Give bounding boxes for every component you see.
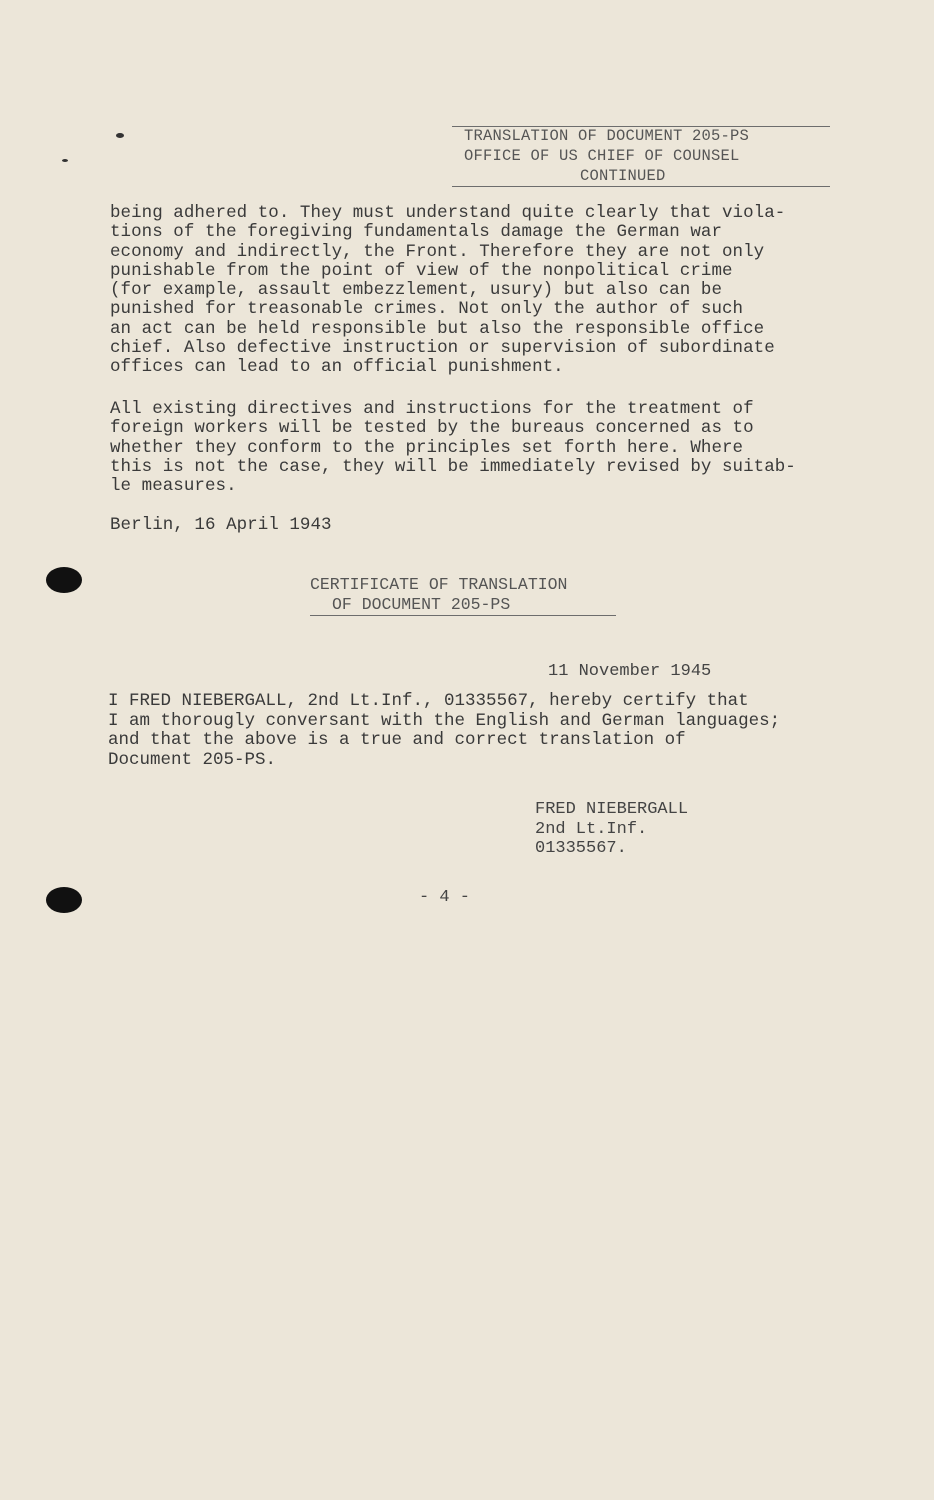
paragraph-line: punished for treasonable crimes. Not only the author of such (110, 299, 744, 320)
page-number: - 4 - (419, 888, 471, 907)
dateline-text: Berlin, 16 April 1943 (110, 515, 332, 535)
certificate-body (108, 692, 780, 770)
signature-block (535, 800, 688, 859)
certificate-line: I FRED NIEBERGALL, 2nd Lt.Inf., 01335567, hereby certify that (108, 691, 749, 711)
header-rule-bottom (452, 186, 830, 187)
header-continued: CONTINUED (580, 167, 666, 185)
paragraph-line: an act can be held responsible but also the responsible office (110, 318, 765, 339)
signature-name: FRED NIEBERGALL (535, 800, 689, 819)
ink-speck (62, 159, 68, 162)
certificate-title (310, 575, 567, 615)
paragraph-line: All existing directives and instructions for the treatment of (110, 399, 754, 419)
paragraph-line: tions of the foregiving fundamentals damage the German war (110, 222, 722, 243)
paragraph-line: offices can lead to an official punishment. (110, 357, 564, 378)
header-title: TRANSLATION OF DOCUMENT 205-PS (464, 127, 750, 145)
header-rule-top (452, 126, 830, 127)
paragraph-line: chief. Also defective instruction or supervision of subordinate (110, 338, 775, 359)
signature-rank: 2nd Lt.Inf. (535, 819, 648, 839)
paragraph-line: le measures. (110, 476, 237, 497)
paragraph-2 (110, 400, 880, 496)
certificate-line: Document 205-PS. (108, 749, 277, 770)
paragraph-line: punishable from the point of view of the nonpolitical crime (110, 260, 733, 281)
header-office: OFFICE OF US CHIEF OF COUNSEL (464, 147, 740, 165)
dateline (110, 516, 880, 535)
paragraph-line: (for example, assault embezzlement, usury) but also can be (110, 280, 722, 301)
certificate-title-rule (310, 615, 616, 616)
paragraph-line: being adhered to. They must understand quite clearly that viola- (110, 203, 786, 223)
ink-speck (116, 133, 124, 138)
certificate-line: and that the above is a true and correct translation of (108, 730, 686, 750)
certificate-title-line-1: CERTIFICATE OF TRANSLATION (310, 575, 568, 594)
paragraph-line: foreign workers will be tested by the bureaus concerned as to (110, 418, 754, 439)
document-header (440, 126, 840, 186)
paragraph-line: this is not the case, they will be immediately revised by suitab- (110, 456, 796, 477)
certificate-title-line-2: OF DOCUMENT 205-PS (332, 595, 511, 614)
certificate-date: 11 November 1945 (548, 662, 712, 681)
signature-serial: 01335567. (535, 839, 627, 858)
paragraph-line: economy and indirectly, the Front. Therefore they are not only (110, 241, 765, 262)
punch-hole-bottom (46, 887, 82, 913)
punch-hole-top (46, 567, 82, 593)
paragraph-line: whether they conform to the principles set forth here. Where (110, 437, 744, 458)
paragraph-1 (110, 204, 880, 378)
certificate-line: I am thorougly conversant with the English and German languages; (108, 710, 781, 731)
